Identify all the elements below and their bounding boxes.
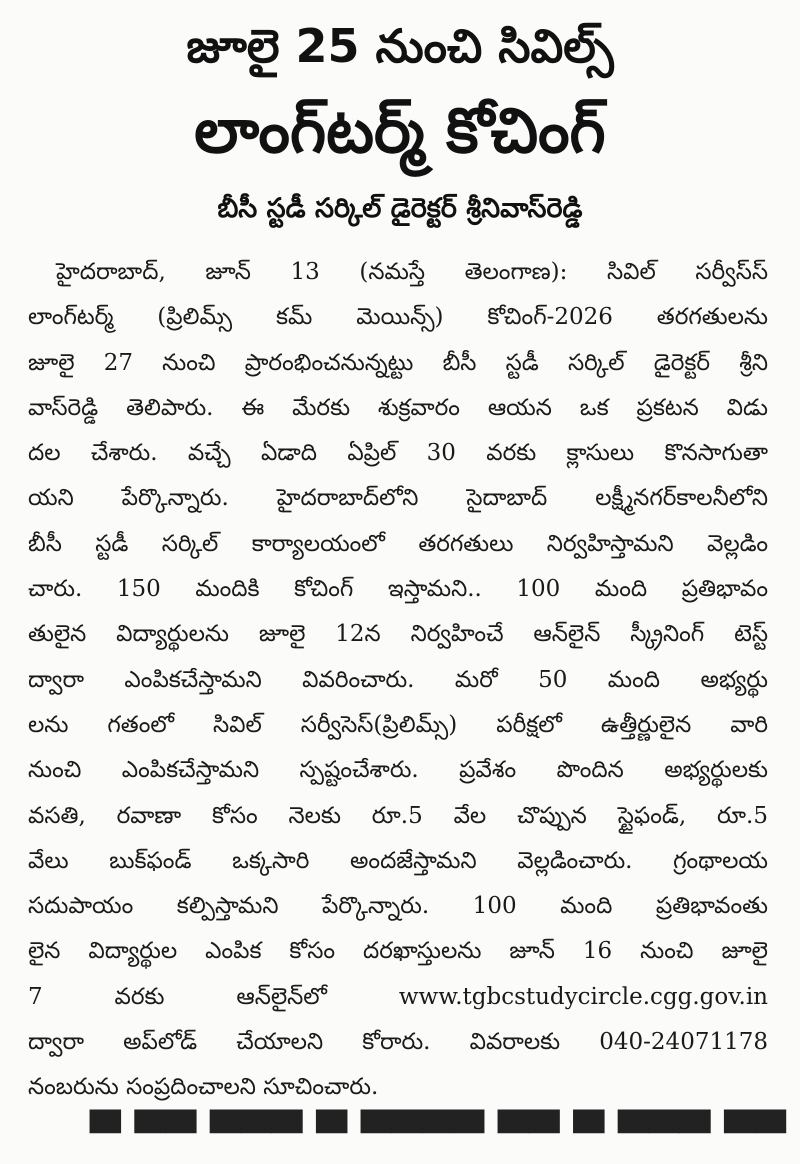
body-line: నుంచి ఎంపికచేస్తామని స్పష్టంచేశారు. ప్రవేశం పొందిన అభ్యర్థులకు [28, 757, 768, 784]
body-line: హైదరాబాద్, జూన్ 13 (నమస్తే తెలంగాణ): సివిల్ సర్వీస్‌స్ [56, 259, 768, 285]
body-line: చారు. 150 మందికి కోచింగ్ ఇస్తామని.. 100 మంది ప్రతిభావం [28, 576, 768, 603]
body-line: బీసీ స్టడీ సర్కిల్ కార్యాలయంలో తరగతులు నిర్వహిస్తామని వెల్లడిం [28, 530, 768, 557]
body-line: నంబరును సంప్రదించాలని సూచించారు. [28, 1074, 379, 1101]
subheadline: బీసీ స్టడీ సర్కిల్ డైరెక్టర్ శ్రీనివాస్‌రెడ్డి [217, 193, 583, 224]
body-line: వేలు బుక్‌ఫండ్ ఒక్కసారి అందజేస్తామని వెల్లడించారు. గ్రంథాలయ [28, 847, 768, 874]
body-line: దల చేశారు. వచ్చే ఏడాది ఏప్రిల్ 30 వరకు క్లాసులు కొనసాగుతా [28, 440, 768, 467]
body-line: ద్వారా ఎంపికచేస్తామని వివరించారు. మరో 50 మంది అభ్యర్థు [28, 666, 768, 693]
headline-line-2: లాంగ్‌టర్మ్ కోచింగ్ [194, 94, 606, 167]
body-line: యని పేర్కొన్నారు. హైదరాబాద్‌లోని సైదాబాద్ లక్ష్మీనగర్‌కాలనీలోని [28, 485, 768, 512]
body-line: తులైన విద్యార్థులను జూలై 12న నిర్వహించే ఆన్‌లైన్ స్క్రీనింగ్ టెస్ట్ [28, 621, 768, 648]
body-line: లైన విద్యార్థుల ఎంపిక కోసం దరఖాస్తులను జూన్ 16 నుంచి జూలై [28, 938, 768, 965]
body-line: వాస్‌రెడ్డి తెలిపారు. ఈ మేరకు శుక్రవారం ఆయన ఒక ప్రకటన విడు [28, 394, 768, 421]
body-line: లను గతంలో సివిల్ సర్వీసెస్(ప్రిలిమ్స్) పరీక్షలో ఉత్తీర్ణులైన వారి [28, 711, 768, 738]
body-line: వసతి, రవాణా కోసం నెలకు రూ.5 వేల చొప్పున స్టైఫండ్, రూ.5 [28, 802, 768, 829]
body-line: 7 వరకు ఆన్‌లైన్‌లో www.tgbcstudycircle.cgg.gov.in [28, 983, 768, 1010]
article-body [28, 250, 768, 1111]
body-line: సదుపాయం కల్పిస్తామని పేర్కొన్నారు. 100 మంది ప్రతిభావంతు [28, 893, 768, 920]
cutoff-text-fragment: ▀ ▀▀ ▀▀▀ ▀ ▀▀▀▀ ▀▀ ▀ ▀▀▀ ▀▀ [90, 1111, 786, 1157]
next-article-headline-cutoff [90, 1104, 786, 1157]
headline-line-1: జూలై 25 నుంచి సివిల్స్ [186, 19, 614, 73]
body-line: లాంగ్‌టర్మ్ (ప్రిలిమ్స్ కమ్ మెయిన్స్) కోచింగ్-2026 తరగతులను [28, 304, 768, 331]
body-line: ద్వారా అప్‌లోడ్ చేయాలని కోరారు. వివరాలకు 040-24071178 [28, 1029, 768, 1056]
body-line: జూలై 27 నుంచి ప్రారంభించనున్నట్టు బీసీ స్టడీ సర్కిల్ డైరెక్టర్ శ్రీని [28, 349, 768, 376]
